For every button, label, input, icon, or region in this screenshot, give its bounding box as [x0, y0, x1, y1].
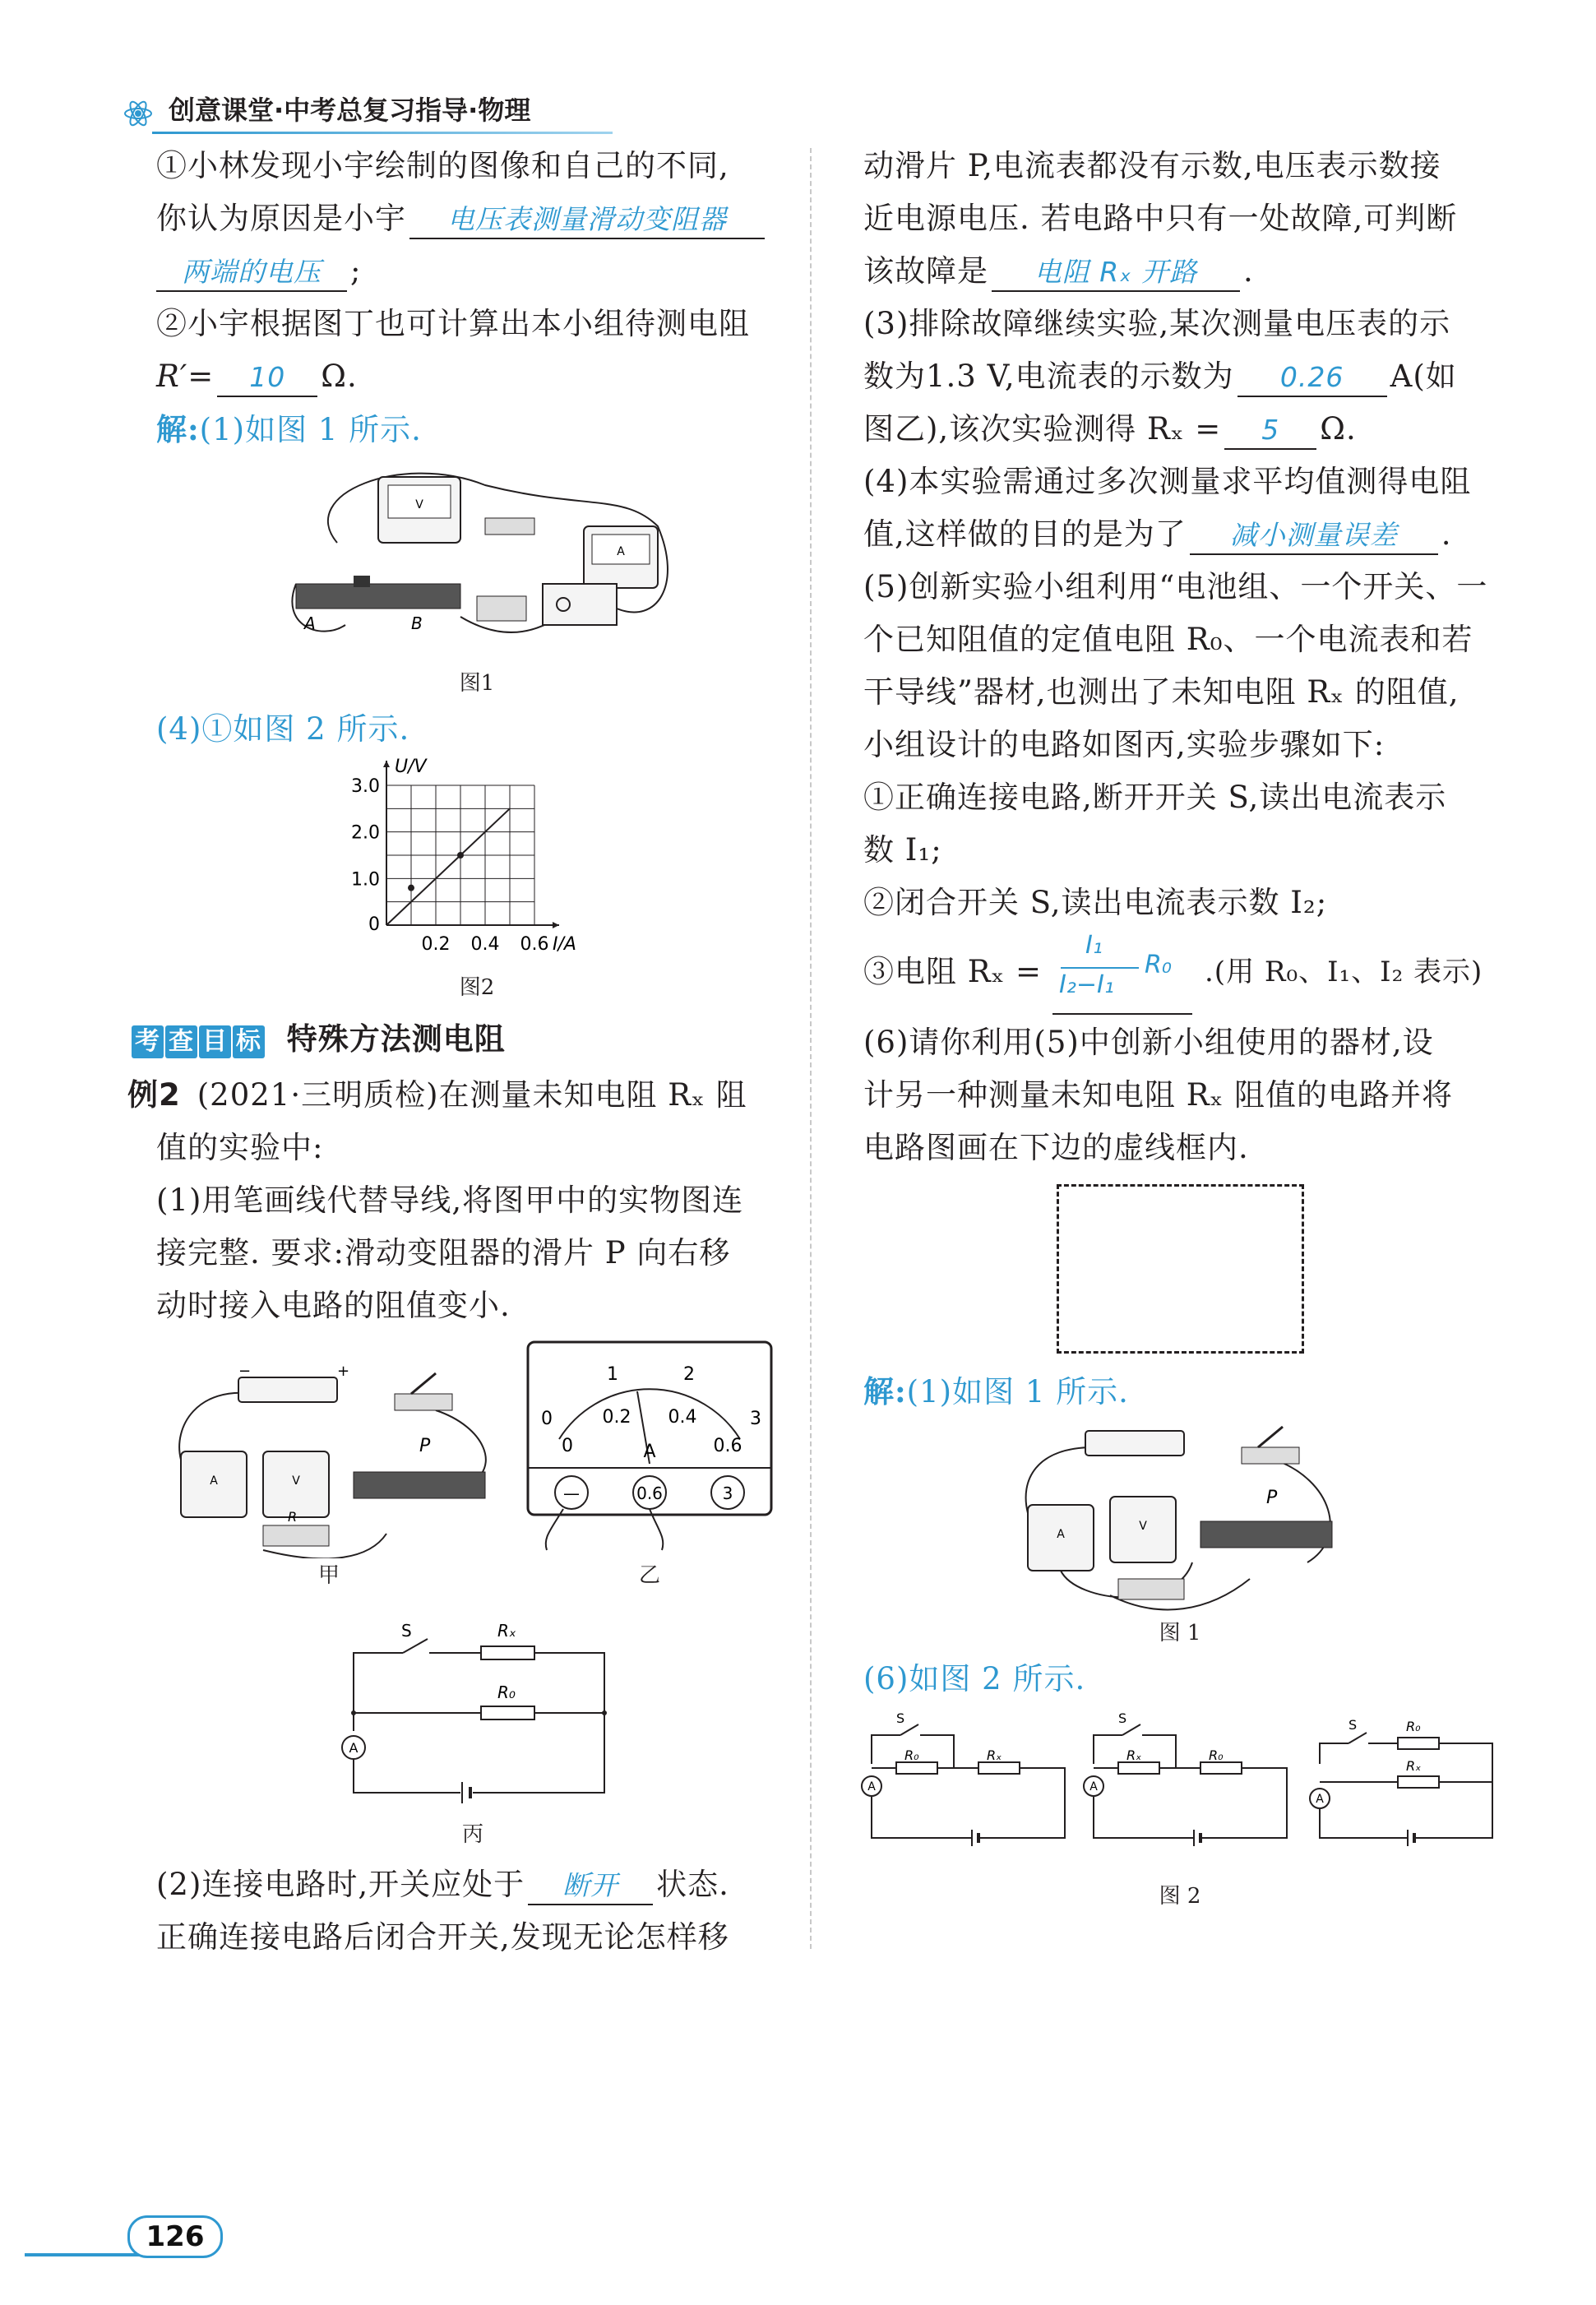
figure-bing-circuit	[329, 1608, 625, 1817]
caption-bing: 丙	[461, 1822, 483, 1847]
svg-text:R₀: R₀	[1406, 1719, 1421, 1734]
r-line-10: 个已知阻值的定值电阻 R₀、一个电流表和若	[863, 622, 1473, 657]
svg-text:Rₓ: Rₓ	[1406, 1758, 1422, 1774]
origin-label: 0	[368, 914, 380, 935]
figure-jia-apparatus	[164, 1361, 510, 1562]
r-line-6: 图乙),该次实验测得 Rₓ = 5 Ω.	[863, 403, 1357, 456]
svg-text:+: +	[337, 1363, 350, 1380]
svg-text:A: A	[210, 1474, 218, 1488]
circuit-variant-1	[862, 1710, 1065, 1846]
example-2-line-2: 值的实验中:	[156, 1130, 324, 1165]
figure-2-caption-left: 图2	[459, 975, 495, 1000]
figure-1-right-apparatus	[1011, 1414, 1357, 1615]
formula-r0: R₀	[1145, 951, 1172, 979]
q1-line-c: 两端的电压 ;	[156, 245, 361, 298]
example-2-p1-a: (1)用笔画线代替导线,将图甲中的实物图连	[156, 1183, 744, 1218]
q2-line-b: R′= 10 Ω.	[156, 350, 358, 403]
circuit-rx-label: Rₓ	[497, 1621, 516, 1641]
svg-text:A: A	[617, 545, 625, 558]
svg-text:P: P	[1266, 1488, 1278, 1508]
answer-r-prime: 10	[217, 359, 317, 397]
answer-q1-part2: 两端的电压	[156, 254, 347, 292]
svg-text:A: A	[867, 1780, 876, 1794]
svg-text:A: A	[1316, 1793, 1324, 1806]
answer-fault: 电阻 Rₓ 开路	[992, 254, 1240, 292]
circuit-r0-label: R₀	[497, 1682, 516, 1702]
meter-right-end: 3	[750, 1409, 761, 1429]
svg-text:R₀: R₀	[1209, 1747, 1224, 1763]
page-number: 126	[127, 2215, 223, 2258]
formula-answer	[1052, 931, 1192, 1015]
svg-text:V: V	[1139, 1520, 1147, 1533]
r-line-16-post: .(用 R₀、I₁、I₂ 表示)	[1205, 956, 1483, 988]
svg-text:V: V	[292, 1474, 300, 1488]
header-logo-icon	[123, 99, 153, 132]
svg-text:A: A	[1057, 1528, 1065, 1541]
figure-2-graph	[329, 752, 608, 970]
r-line-14: 数 I₁;	[863, 832, 942, 868]
tag-char-4: 标	[233, 1025, 265, 1058]
svg-text:P: P	[419, 1436, 431, 1456]
r-line-4: (3)排除故障继续实验,某次测量电压表的示	[863, 306, 1451, 341]
terminal-minus: —	[563, 1483, 580, 1503]
answer-switch-state: 断开	[528, 1868, 653, 1905]
solution-4-left: (4)①如图 2 所示.	[156, 711, 410, 747]
terminal-06: 0.6	[636, 1483, 663, 1503]
svg-text:S: S	[896, 1710, 905, 1726]
q1-line-a: ①小林发现小宇绘制的图像和自己的不同,	[156, 148, 729, 183]
r-line-12: 小组设计的电路如图丙,实验步骤如下:	[863, 727, 1386, 762]
figure-1-caption-right: 图 1	[1159, 1621, 1201, 1645]
tag-char-2: 查	[165, 1025, 197, 1058]
caption-jia: 甲	[317, 1563, 340, 1588]
data-point	[408, 885, 414, 891]
q1-line-b: 你认为原因是小宇 电压表测量滑动变阻器	[156, 192, 768, 245]
r-line-15: ②闭合开关 S,读出电流表示数 I₂;	[863, 885, 1328, 920]
meter-left-end: 0	[541, 1409, 553, 1429]
r-line-11: 干导线”器材,也测出了未知电阻 Rₓ 的阻值,	[863, 674, 1460, 710]
answer-purpose: 减小测量误差	[1190, 517, 1438, 555]
svg-text:V: V	[415, 498, 423, 511]
meter-bottom-0: 0	[562, 1436, 573, 1456]
meter-bottom-3: 0.6	[713, 1436, 742, 1456]
meter-bottom-2: 0.4	[668, 1407, 697, 1428]
y-tick-label: 2.0	[351, 822, 380, 844]
solution-6-right: (6)如图 2 所示.	[863, 1661, 1086, 1696]
header-title: 创意课堂·中考总复习指导·物理	[169, 95, 531, 126]
r-line-13: ①正确连接电路,断开开关 S,读出电流表示	[863, 780, 1447, 815]
y-tick-label: 1.0	[351, 869, 380, 891]
x-tick-label: 0.6	[520, 934, 549, 955]
r-line-16-pre: ③电阻 Rₓ =	[863, 954, 1043, 989]
svg-text:A: A	[1089, 1780, 1098, 1794]
figure-yi-ammeter	[526, 1340, 773, 1557]
svg-text:Rₓ: Rₓ	[987, 1747, 1002, 1763]
terminal-3: 3	[722, 1483, 733, 1503]
svg-text:R: R	[288, 1509, 298, 1525]
r-line-8: 值,这样做的目的是为了 减小测量误差 .	[863, 508, 1452, 561]
circuit-ammeter-label: A	[349, 1740, 359, 1756]
x-axis-arrow	[553, 922, 559, 928]
circuit-variant-2	[1084, 1710, 1287, 1846]
meter-bottom-1: 0.2	[602, 1407, 631, 1428]
y-tick-label: 3.0	[351, 776, 380, 797]
formula-numerator: I₁	[1085, 931, 1103, 960]
meter-unit: A	[643, 1442, 656, 1462]
figure-1-caption-left: 图1	[459, 671, 495, 696]
tag-char-1: 考	[132, 1025, 164, 1058]
tag-char-3: 目	[199, 1025, 231, 1058]
x-axis-label: I/A	[553, 934, 576, 955]
q2-line-a: ②小宇根据图丁也可计算出本小组待测电阻	[156, 306, 750, 341]
r-line-3: 该故障是 电阻 Rₓ 开路 .	[863, 245, 1254, 298]
figure-1-apparatus	[271, 461, 682, 661]
circuit-switch-label: S	[401, 1621, 412, 1641]
header-rule	[152, 132, 613, 134]
y-axis-label: U/V	[395, 757, 427, 777]
ui-chart	[329, 752, 608, 966]
x-tick-label: 0.4	[470, 934, 500, 955]
y-axis-arrow	[383, 761, 390, 767]
example-2-p1-c: 动时接入电路的阻值变小.	[156, 1288, 511, 1323]
r-line-2: 近电源电压. 若电路中只有一处故障,可判断	[863, 201, 1458, 236]
series-line	[386, 808, 510, 925]
r-line-1: 动滑片 P,电流表都没有示数,电压表示数接	[863, 148, 1441, 183]
r-line-9: (5)创新实验小组利用“电池组、一个开关、一	[863, 569, 1488, 604]
formula-denominator: I₂−I₁	[1059, 970, 1114, 999]
fig1-label-b: B	[411, 613, 423, 633]
meter-top-1: 1	[607, 1364, 618, 1385]
fraction-bar	[1061, 967, 1139, 969]
figure-2-circuits	[859, 1706, 1509, 1858]
answer-current: 0.26	[1237, 359, 1387, 397]
section-title: 特殊方法测电阻	[286, 1021, 506, 1057]
r-line-18: 计另一种测量未知电阻 Rₓ 阻值的电路并将	[863, 1077, 1454, 1113]
x-tick-label: 0.2	[421, 934, 451, 955]
column-divider	[810, 148, 812, 1949]
r-line-7: (4)本实验需通过多次测量求平均值测得电阻	[863, 464, 1472, 499]
svg-text:S: S	[1349, 1717, 1358, 1733]
fig1-label-a: A	[304, 613, 316, 633]
data-point	[457, 852, 464, 859]
circuit-variant-3	[1310, 1717, 1492, 1846]
example-2-line-1: 例2 (2021·三明质检)在测量未知电阻 Rₓ 阻	[127, 1077, 747, 1113]
p2-line-b: 正确连接电路后闭合开关,发现无论怎样移	[156, 1919, 729, 1955]
answer-rx: 5	[1224, 412, 1316, 450]
caption-yi: 乙	[638, 1563, 660, 1588]
example-2-p1-b: 接完整. 要求:滑动变阻器的滑片 P 向右移	[156, 1235, 731, 1271]
r-line-19: 电路图画在下边的虚线框内.	[863, 1130, 1249, 1165]
answer-q1-part1: 电压表测量滑动变阻器	[409, 201, 765, 239]
r-line-17: (6)请你利用(5)中创新小组使用的器材,设	[863, 1025, 1434, 1060]
svg-text:Rₓ: Rₓ	[1126, 1747, 1142, 1763]
solution-1-right: 解:(1)如图 1 所示.	[863, 1373, 1129, 1409]
solution-1-left: 解:(1)如图 1 所示.	[156, 411, 422, 447]
meter-top-2: 2	[683, 1364, 695, 1385]
page-number-badge	[25, 2212, 206, 2261]
section-tag-row	[132, 1013, 506, 1066]
svg-text:S: S	[1118, 1710, 1127, 1726]
figure-2-caption-right: 图 2	[1159, 1884, 1201, 1909]
p2-line-a: (2)连接电路时,开关应处于 断开 状态.	[156, 1858, 729, 1911]
svg-text:R₀: R₀	[904, 1747, 919, 1763]
svg-text:−: −	[238, 1363, 252, 1380]
r-line-5: 数为1.3 V,电流表的示数为 0.26 A(如	[863, 350, 1457, 403]
drawing-dashed-box[interactable]	[1057, 1184, 1304, 1354]
